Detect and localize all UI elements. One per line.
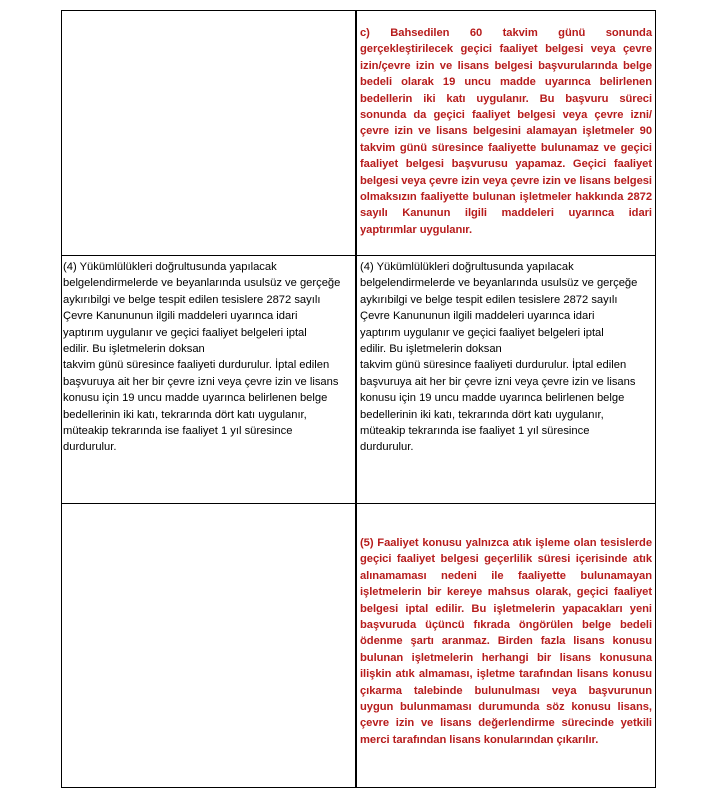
- text-line: yaptırım uygulanır ve geçici faaliyet belgeleri iptal: [360, 326, 604, 339]
- text-line: konusu için 19 uncu madde uyarınca belirlenen belge: [63, 392, 328, 405]
- text-line: belgelendirmelerde ve beyanlarında usulsüz ve gerçeğe: [63, 277, 341, 290]
- text-line: başvuruya ait her bir çevre izni veya çevre izin ve lisans: [360, 375, 636, 388]
- row3-right-cell: [357, 504, 655, 787]
- text-line: durdurulur.: [63, 441, 117, 454]
- text-line: belgelendirmelerde ve beyanlarında usulsüz ve gerçeğe: [360, 277, 638, 290]
- paragraph-4-old-text: [62, 256, 355, 456]
- text-line: yaptırım uygulanır ve geçici faaliyet belgeleri iptal: [63, 326, 307, 339]
- row3-left-cell: [62, 504, 357, 787]
- text-line: aykırıbilgi ve belge tespit edilen tesislere 2872 sayılı: [63, 293, 321, 306]
- text-line: (4) Yükümlülükleri doğrultusunda yapılacak: [63, 261, 277, 273]
- paragraph-4-new-text: [357, 256, 655, 456]
- text-line: bedellerinin iki katı, tekrarında dört katı uygulanır,: [360, 408, 604, 421]
- text-line: bedellerinin iki katı, tekrarında dört katı uygulanır,: [63, 408, 307, 421]
- text-line: başvuruya ait her bir çevre izni veya çevre izin ve lisans: [63, 375, 339, 388]
- text-line: edilir. Bu işletmelerin doksan: [63, 343, 205, 356]
- row2-left-cell: [62, 256, 357, 504]
- text-line: durdurulur.: [360, 441, 414, 454]
- text-line: edilir. Bu işletmelerin doksan: [360, 343, 502, 356]
- comparison-table: [61, 10, 656, 788]
- paragraph-c-text: c) Bahsedilen 60 takvim günü sonunda gerçekleştirilecek geçici faaliyet belgesi veya çevre izin/çevre izin ve lisans belgesi başvurularında belge bedeli olarak 19 uncu madde uyarınca belirlenen bedellerin iki katı uygulanır. Bu başvuru süreci sonunda da geçici faaliyet belgesi veya çevre izni/çevre izin ve lisans belgesini alamayan işletmeler 90 takvim günü süresince faaliyette bulunamaz ve geçici faaliyet belgesi başvurusu yapamaz. Geçici faaliyet belgesi veya çevre izin veya çevre izin ve lisans belgesi olmaksızın faaliyette bulunan işletmeler hakkında 2872 sayılı Kanunun ilgili maddeleri uyarınca idari yaptırımlar uygulanır.: [360, 27, 652, 236]
- text-line: Çevre Kanununun ilgili maddeleri uyarınca idari: [360, 310, 595, 323]
- row2-right-cell: [357, 256, 655, 504]
- text-line: takvim günü süresince faaliyeti durdurulur. İptal edilen: [360, 359, 627, 372]
- text-line: (4) Yükümlülükleri doğrultusunda yapılacak: [360, 261, 574, 273]
- text-line: müteakip tekrarında ise faaliyet 1 yıl süresince: [63, 425, 293, 438]
- text-line: müteakip tekrarında ise faaliyet 1 yıl süresince: [360, 425, 590, 438]
- text-line: aykırıbilgi ve belge tespit edilen tesislere 2872 sayılı: [360, 293, 618, 306]
- paragraph-5-text: (5) Faaliyet konusu yalnızca atık işleme olan tesislerde geçici faaliyet belgesi geçerlilik süresi içerisinde atık alınamaması nedeni ile faaliyette bulunamayan işletmelerin bir kereye mahsus olarak, geçici faaliyet belgesi iptal edilir. Bu işletmelerin yapacakları yeni başvuruda üçüncü fıkrada öngörülen belge bedeli ödenme şartı aranmaz. Birden fazla lisans konusu bulunan işletmelerin herhangi bir lisans konusuna ilişkin atık almaması, işletme tarafından lisans konusu çıkarma talebinde bulunulması veya başvurunun uygun bulunmaması durumunda söz konusu lisans, çevre izin ve lisans değerlendirme sürecinde yetkili merci tarafından lisans konularından çıkarılır.: [360, 537, 652, 746]
- row1-right-cell: [357, 11, 655, 256]
- text-line: konusu için 19 uncu madde uyarınca belirlenen belge: [360, 392, 625, 405]
- row1-left-cell: [62, 11, 357, 256]
- text-line: takvim günü süresince faaliyeti durdurulur. İptal edilen: [63, 359, 330, 372]
- text-line: Çevre Kanununun ilgili maddeleri uyarınca idari: [63, 310, 298, 323]
